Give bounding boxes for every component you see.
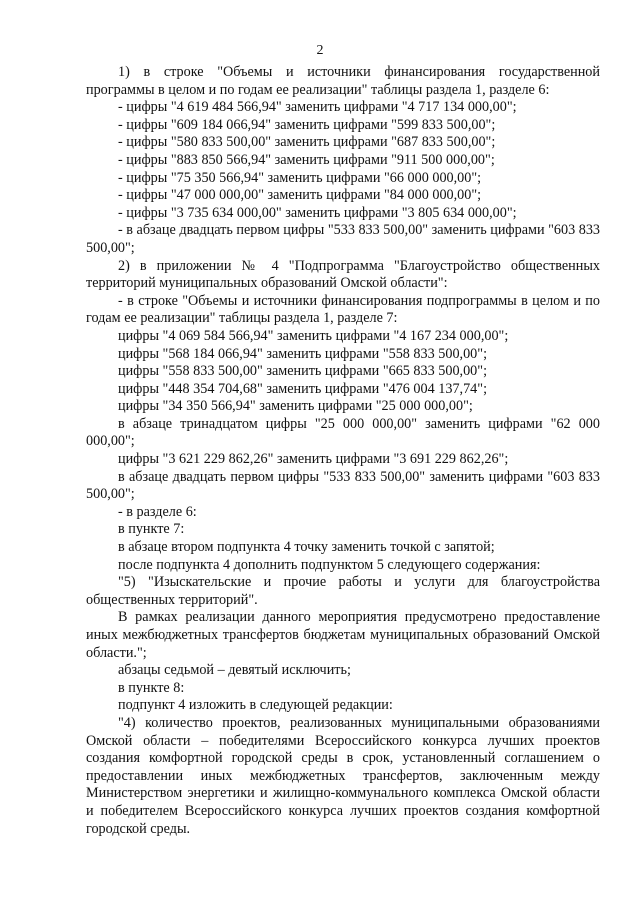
paragraph-item-2-change-8: в абзаце двадцать первом цифры "533 833 500,00" заменить цифрами "603 833 500,00"; xyxy=(86,468,600,503)
paragraph-point-7-change-2: после подпункта 4 дополнить подпунктом 5 следующего содержания: xyxy=(118,556,541,573)
paragraph-item-2-change-2: цифры "568 184 066,94" заменить цифрами "558 833 500,00"; xyxy=(118,345,488,362)
paragraph-item-1-change-2: - цифры "609 184 066,94" заменить цифрами "599 833 500,00"; xyxy=(118,116,496,133)
paragraph-item-2-change-7: цифры "3 621 229 862,26" заменить цифрами "3 691 229 862,26"; xyxy=(118,451,509,468)
paragraph-subpoint-4-text: "4) количество проектов, реализованных муниципальными образованиями Омской области – победителями Всероссийского конкурса лучших проектов создания комфортной городской среды в срок, установленный соглашением о предоставлении иных межбюджетных трансфертов, заключенным между Министерством энергетики и жилищно-коммунального комплекса Омской области и победителем Всероссийского конкурса лучших проектов создания комфортной городской среды. xyxy=(86,714,600,837)
paragraph-item-2: 2) в приложении № 4 "Подпрограмма "Благоустройство общественных территорий муниципальных образований Омской области": xyxy=(86,257,600,292)
paragraph-item-1-change-3: - цифры "580 833 500,00" заменить цифрами "687 833 500,00"; xyxy=(118,134,496,151)
paragraph-point-8-change-1: подпункт 4 изложить в следующей редакции: xyxy=(118,697,393,714)
paragraph-item-2-change-4: цифры "448 354 704,68" заменить цифрами "476 004 137,74"; xyxy=(118,380,488,397)
paragraph-item-2-change-1: цифры "4 069 584 566,94" заменить цифрами "4 167 234 000,00"; xyxy=(118,327,509,344)
paragraph-item-1-change-5: - цифры "75 350 566,94" заменить цифрами "66 000 000,00"; xyxy=(118,169,482,186)
paragraph-item-2-change-5: цифры "34 350 566,94" заменить цифрами "25 000 000,00"; xyxy=(118,398,473,415)
paragraph-item-1-change-6: - цифры "47 000 000,00" заменить цифрами "84 000 000,00"; xyxy=(118,187,482,204)
paragraph-item-1-change-7: - цифры "3 735 634 000,00" заменить цифрами "3 805 634 000,00"; xyxy=(118,204,517,221)
paragraph-item-1-change-4: - цифры "883 850 566,94" заменить цифрами "911 500 000,00"; xyxy=(118,151,495,168)
paragraph-point-7-change-3: абзацы седьмой – девятый исключить; xyxy=(118,662,351,679)
paragraph-item-2-change-6: в абзаце тринадцатом цифры "25 000 000,00" заменить цифрами "62 000 000,00"; xyxy=(86,415,600,450)
paragraph-point-8: в пункте 8: xyxy=(118,679,185,696)
paragraph-point-7: в пункте 7: xyxy=(118,521,185,538)
paragraph-item-1-change-1: - цифры "4 619 484 566,94" заменить цифрами "4 717 134 000,00"; xyxy=(118,99,517,116)
paragraph-point-7-change-1: в абзаце втором подпункта 4 точку заменить точкой с запятой; xyxy=(118,539,495,556)
paragraph-subpoint-5-text: "5) "Изыскательские и прочие работы и услуги для благоустройства общественных территорий". xyxy=(86,574,600,608)
paragraph-item-2-change-3: цифры "558 833 500,00" заменить цифрами "665 833 500,00"; xyxy=(118,363,488,380)
paragraph-subpoint-5-detail: В рамках реализации данного мероприятия предусмотрено предоставление иных межбюджетных трансфертов бюджетам муниципальных образований Омской области."; xyxy=(86,609,600,661)
paragraph-item-1-change-8: - в абзаце двадцать первом цифры "533 833 500,00" заменить цифрами "603 833 500,00"; xyxy=(86,222,601,256)
paragraph-section-6: - в разделе 6: xyxy=(118,503,197,520)
paragraph-item-2-section-7: - в строке "Объемы и источники финансирования подпрограммы в целом и по годам ее реализации" таблицы раздела 1, разделе 7: xyxy=(86,292,600,327)
document-body xyxy=(86,64,600,838)
page-number: 2 xyxy=(316,43,324,58)
paragraph-item-1: 1) в строке "Объемы и источники финансирования государственной программы в целом и по годам ее реализации" таблицы раздела 1, разделе 6: xyxy=(86,64,600,98)
